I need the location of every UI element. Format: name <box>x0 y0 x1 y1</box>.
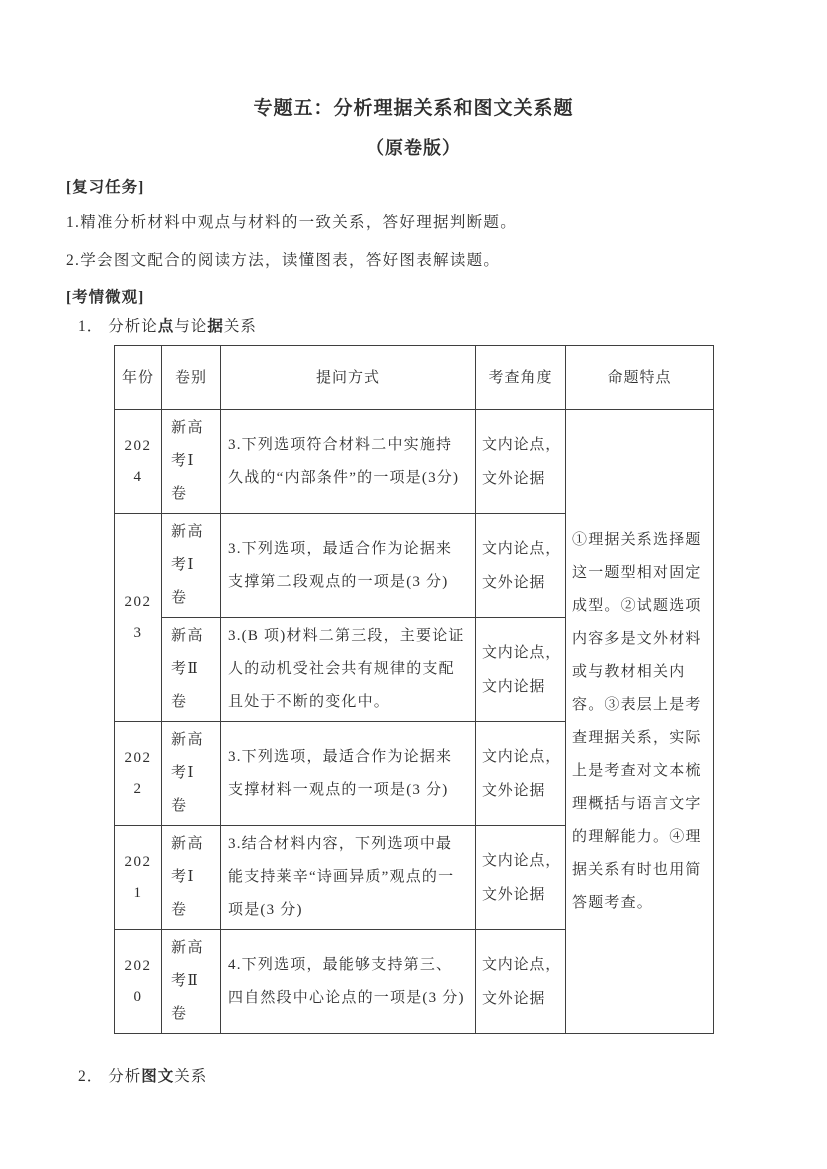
page-title: 专题五：分析理据关系和图文关系题 <box>253 98 574 119</box>
question-cell: 3.(B 项)材料二第三段，主要论证人的动机受社会共有规律的支配且处于不断的变化中。 <box>221 618 476 722</box>
heading-text-part: 与论 <box>174 318 208 335</box>
subsection-2-number: 2． <box>78 1068 104 1085</box>
subsection-1-heading <box>66 314 761 340</box>
heading-text-part: 分析论 <box>108 318 158 335</box>
angle-cell: 文内论点，文外论据 <box>476 410 566 514</box>
table-header-row <box>115 346 714 410</box>
paper-cell: 新高考Ⅰ卷 <box>162 722 221 826</box>
page-subtitle: （原卷版） <box>366 138 461 158</box>
angle-cell: 文内论点，文外论据 <box>476 514 566 618</box>
year-cell: 2022 <box>115 722 162 826</box>
question-cell: 3.下列选项，最适合作为论据来支撑材料一观点的一项是(3 分) <box>221 722 476 826</box>
heading-text-part-bold: 据 <box>207 318 224 335</box>
heading-text-part: 分析 <box>108 1068 142 1085</box>
paper-cell: 新高考Ⅱ卷 <box>162 930 221 1034</box>
year-cell: 2023 <box>115 514 162 722</box>
question-cell: 3.下列选项符合材料二中实施持久战的“内部条件”的一项是(3分) <box>221 410 476 514</box>
review-task-item-1: 1.精准分析材料中观点与材料的一致关系，答好理据判断题。 <box>66 214 518 231</box>
subsection-1-number: 1． <box>78 318 104 335</box>
col-header-year: 年份 <box>115 346 162 410</box>
year-cell: 2020 <box>115 930 162 1034</box>
angle-cell: 文内论点，文外论据 <box>476 722 566 826</box>
question-cell: 3.下列选项，最适合作为论据来支撑第二段观点的一项是(3 分) <box>221 514 476 618</box>
review-task-item-2: 2.学会图文配合的阅读方法，读懂图表，答好图表解读题。 <box>66 252 501 269</box>
heading-text-part-bold: 图文 <box>141 1068 175 1085</box>
col-header-paper: 卷别 <box>162 346 221 410</box>
paper-cell: 新高考Ⅱ卷 <box>162 618 221 722</box>
year-cell: 2021 <box>115 826 162 930</box>
heading-text-part-bold: 点 <box>157 318 175 335</box>
angle-cell: 文内论点，文外论据 <box>476 826 566 930</box>
exam-analysis-table <box>114 345 714 1034</box>
paper-cell: 新高考Ⅰ卷 <box>162 826 221 930</box>
review-tasks-heading: [复习任务] <box>66 179 145 196</box>
subsection-2-heading <box>66 1064 761 1090</box>
col-header-features: 命题特点 <box>566 346 714 410</box>
paper-cell: 新高考Ⅰ卷 <box>162 514 221 618</box>
heading-text-part: 关系 <box>223 318 257 335</box>
question-cell: 4.下列选项，最能够支持第三、四自然段中心论点的一项是(3 分) <box>221 930 476 1034</box>
year-cell: 2024 <box>115 410 162 514</box>
col-header-angle: 考查角度 <box>476 346 566 410</box>
exam-overview-heading: [考情微观] <box>66 289 145 306</box>
table-row-2024 <box>115 410 714 514</box>
col-header-question: 提问方式 <box>221 346 476 410</box>
question-cell: 3.结合材料内容，下列选项中最能支持莱辛“诗画异质”观点的一项是(3 分) <box>221 826 476 930</box>
angle-cell: 文内论点，文外论据 <box>476 930 566 1034</box>
features-cell: ①理据关系选择题这一题型相对固定成型。②试题选项内容多是文外材料或与教材相关内容。③表层上是考查理据关系，实际上是考查对文本梳理概括与语言文字的理解能力。④理据关系有时也用简答题考查。 <box>566 410 714 1034</box>
paper-cell: 新高考Ⅰ卷 <box>162 410 221 514</box>
heading-text-part: 关系 <box>174 1068 208 1085</box>
angle-cell: 文内论点，文内论据 <box>476 618 566 722</box>
